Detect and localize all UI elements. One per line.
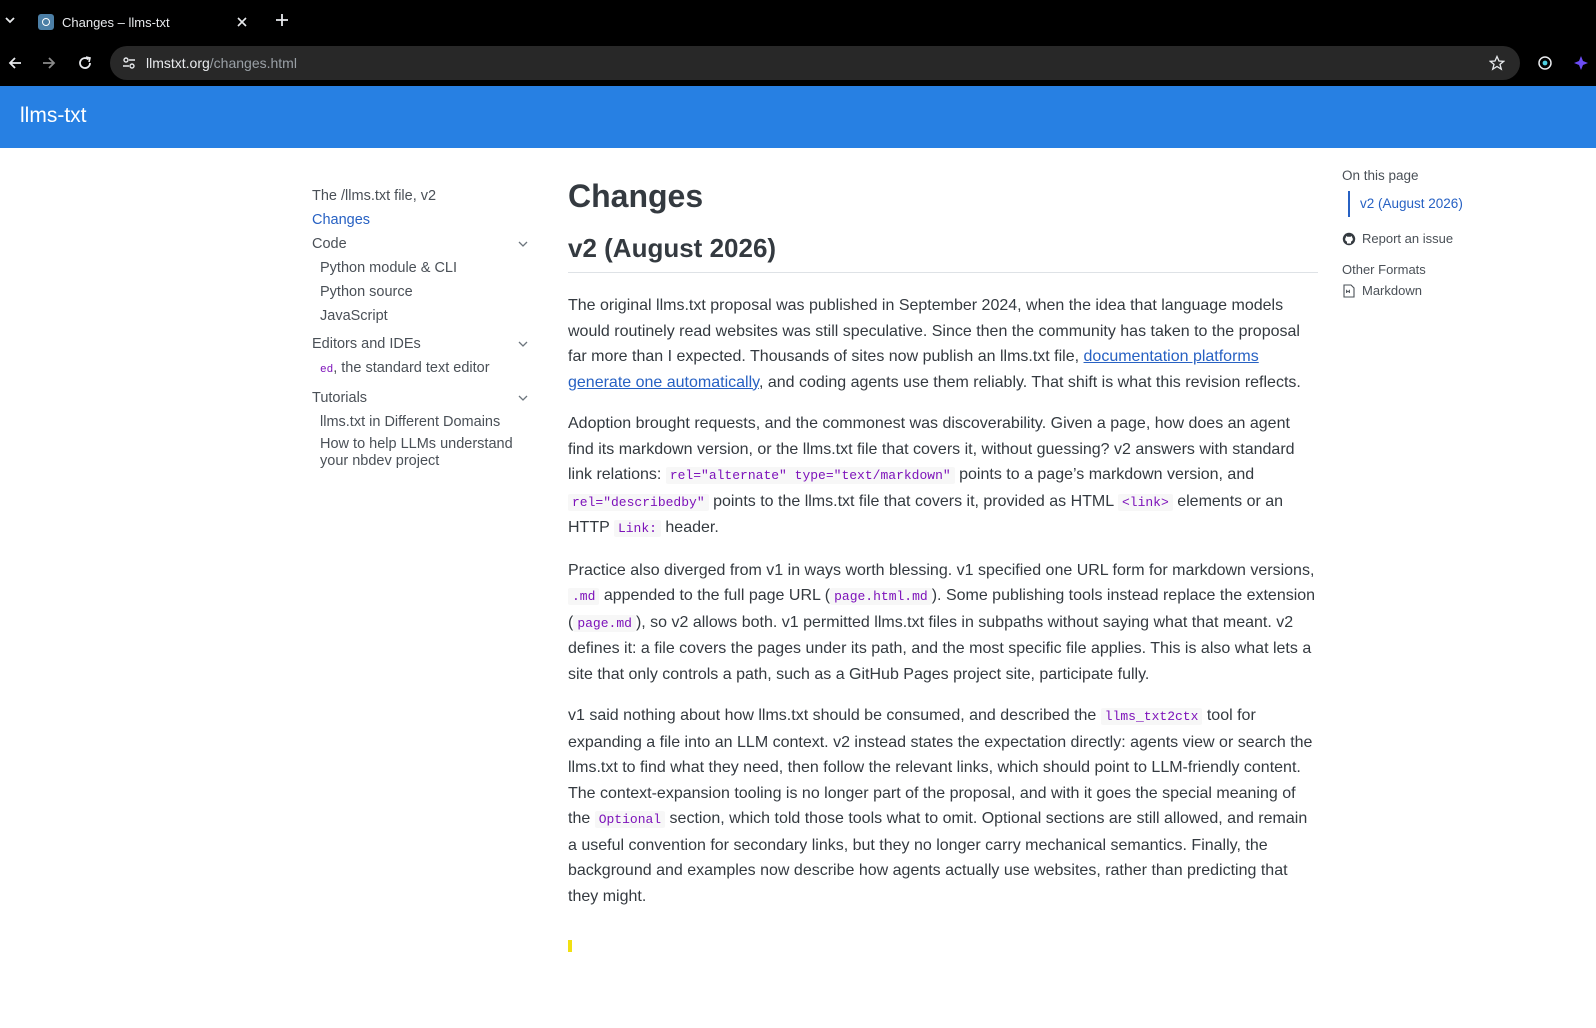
sidebar-item-llms-file[interactable]: The /llms.txt file, v2 xyxy=(312,188,437,204)
text: tool for expanding a file into an LLM context. v2 instead states the expectation directly: agents view or search the llms.txt to find what they need, then follow the relevant links, which should point to LLM-friendly content. The context-expansion tooling is no longer part of the proposal, and with it goes the special meaning of the xyxy=(568,707,1313,827)
code-link-header: Link: xyxy=(614,520,661,537)
new-tab-icon[interactable] xyxy=(272,10,292,30)
text: ). Some publishing tools instead replace the extension ( xyxy=(568,587,1316,631)
text: appended to the full page URL ( xyxy=(599,587,831,604)
url-path: /changes.html xyxy=(209,55,297,71)
sidebar-item-python-module[interactable]: Python module & CLI xyxy=(320,260,458,276)
report-issue-link[interactable] xyxy=(1342,231,1542,246)
chevron-down-icon[interactable] xyxy=(516,237,530,251)
tab-search-chevron-icon[interactable] xyxy=(0,0,20,40)
sidebar-item-changes[interactable]: Changes xyxy=(312,212,371,228)
other-formats-title: Other Formats xyxy=(1342,262,1426,277)
code-optional: Optional xyxy=(595,811,665,828)
markdown-label: Markdown xyxy=(1362,283,1422,298)
chevron-down-icon[interactable] xyxy=(516,337,530,351)
text: points to the llms.txt file that covers it, provided as HTML xyxy=(708,492,1118,510)
text: section, which told those tools what to omit. Optional sections are still allowed, and remain a useful convention for secondary links, but they no longer carry mechanical semantics. Finally, the background and examples now describe how agents actually use websites, rather than predicting that they might. xyxy=(568,810,1308,905)
text: elements or an HTTP xyxy=(568,492,1284,536)
reload-icon[interactable] xyxy=(74,52,96,74)
sidebar-section-label: Editors and IDEs xyxy=(312,336,421,352)
main-content xyxy=(568,178,1318,925)
text: , and coding agents use them reliably. That shift is what this revision reflects. xyxy=(758,373,1301,391)
address-bar[interactable] xyxy=(110,46,1520,80)
sidebar-section-label: Code xyxy=(312,236,347,252)
code-llms-txt2ctx: llms_txt2ctx xyxy=(1101,708,1203,725)
paragraph-2 xyxy=(568,411,1318,542)
sidebar-section-label: Tutorials xyxy=(312,390,368,406)
site-header xyxy=(0,86,1596,148)
sidebar-item-domains[interactable]: llms.txt in Different Domains xyxy=(320,414,501,430)
bookmark-star-icon[interactable] xyxy=(1486,52,1508,74)
site-favicon-icon xyxy=(38,14,54,30)
github-icon xyxy=(1342,232,1356,246)
text: Practice also diverged from v1 in ways worth blessing. v1 specified one URL form for markdown versions, xyxy=(568,561,1315,579)
site-brand-link[interactable]: llms-txt xyxy=(20,104,87,127)
table-of-contents xyxy=(1342,168,1542,314)
sidebar-item-javascript[interactable]: JavaScript xyxy=(320,308,388,324)
paragraph-1 xyxy=(568,293,1318,395)
sidebar-nav xyxy=(312,186,530,474)
code-describedby: rel="describedby" xyxy=(568,494,709,511)
url-text xyxy=(146,55,1486,71)
code-page-md: page.md xyxy=(573,615,636,632)
ed-label: , the standard text editor xyxy=(333,360,490,376)
section-heading: v2 (August 2026) xyxy=(568,233,1318,273)
chevron-down-icon[interactable] xyxy=(516,391,530,405)
text: Adoption brought requests, and the commonest was discoverability. Given a page, how does an agent find its markdown version, or the llms.txt file that covers it, without guessing? v2 answers with standard link relations: xyxy=(568,415,1295,483)
code-link-element: <link> xyxy=(1118,494,1173,511)
code-alternate: rel="alternate" type="text/markdown" xyxy=(666,467,955,484)
sidebar-item-nbdev[interactable]: How to help LLMs understand your nbdev project xyxy=(320,436,513,469)
extension-icon[interactable] xyxy=(1534,52,1556,74)
toc-item-v2[interactable]: v2 (August 2026) xyxy=(1360,196,1463,211)
back-arrow-icon[interactable] xyxy=(4,52,26,74)
toc-title: On this page xyxy=(1342,168,1419,183)
text: v1 said nothing about how llms.txt should be consumed, and described the xyxy=(568,707,1101,724)
text: points to a page’s markdown version, and xyxy=(954,466,1255,483)
text: The original llms.txt proposal was published in September 2024, when the idea that language models would routinely read websites was still speculative. Since then the community has taken to the proposal far more than I expected. Thousands of sites now publish an llms.txt file, xyxy=(568,297,1300,365)
documentation-platforms-link[interactable]: documentation platforms generate one automatically xyxy=(568,348,1259,391)
sidebar-section-editors[interactable] xyxy=(312,334,530,354)
code-page-html-md: page.html.md xyxy=(830,588,932,605)
code-md: .md xyxy=(568,588,599,605)
tab-title: Changes – llms-txt xyxy=(62,14,170,30)
page-title: Changes xyxy=(568,178,704,214)
markdown-file-icon xyxy=(1342,284,1356,298)
browser-tab[interactable] xyxy=(30,4,260,40)
sidebar-section-tutorials[interactable] xyxy=(312,388,530,408)
text: ), so v2 allows both. v1 permitted llms.txt files in subpaths without saying what that meant. v2 defines it: a file covers the pages under its path, and the most specific file applies. This is also what lets a site that only controls a path, such as a GitHub Pages project site, participate fully. xyxy=(568,613,1312,683)
forward-arrow-icon[interactable] xyxy=(38,52,60,74)
browser-toolbar xyxy=(0,40,1596,86)
browser-tab-bar xyxy=(0,0,1596,40)
site-info-icon[interactable] xyxy=(120,54,138,72)
sidebar-section-code[interactable] xyxy=(312,234,530,254)
sidebar-item-ed-editor[interactable] xyxy=(312,358,530,380)
ed-code: ed xyxy=(320,364,334,376)
markdown-format-link[interactable] xyxy=(1342,283,1542,298)
toc-list xyxy=(1348,191,1542,217)
report-issue-label: Report an issue xyxy=(1362,231,1454,246)
tab-close-icon[interactable] xyxy=(232,12,252,32)
sidebar-item-python-source[interactable]: Python source xyxy=(320,284,413,300)
text-cursor-marker xyxy=(568,940,572,952)
assistant-extension-icon[interactable] xyxy=(1570,52,1592,74)
text: header. xyxy=(660,519,719,536)
paragraph-3 xyxy=(568,558,1318,688)
paragraph-4 xyxy=(568,703,1318,909)
url-host: llmstxt.org xyxy=(146,55,210,71)
